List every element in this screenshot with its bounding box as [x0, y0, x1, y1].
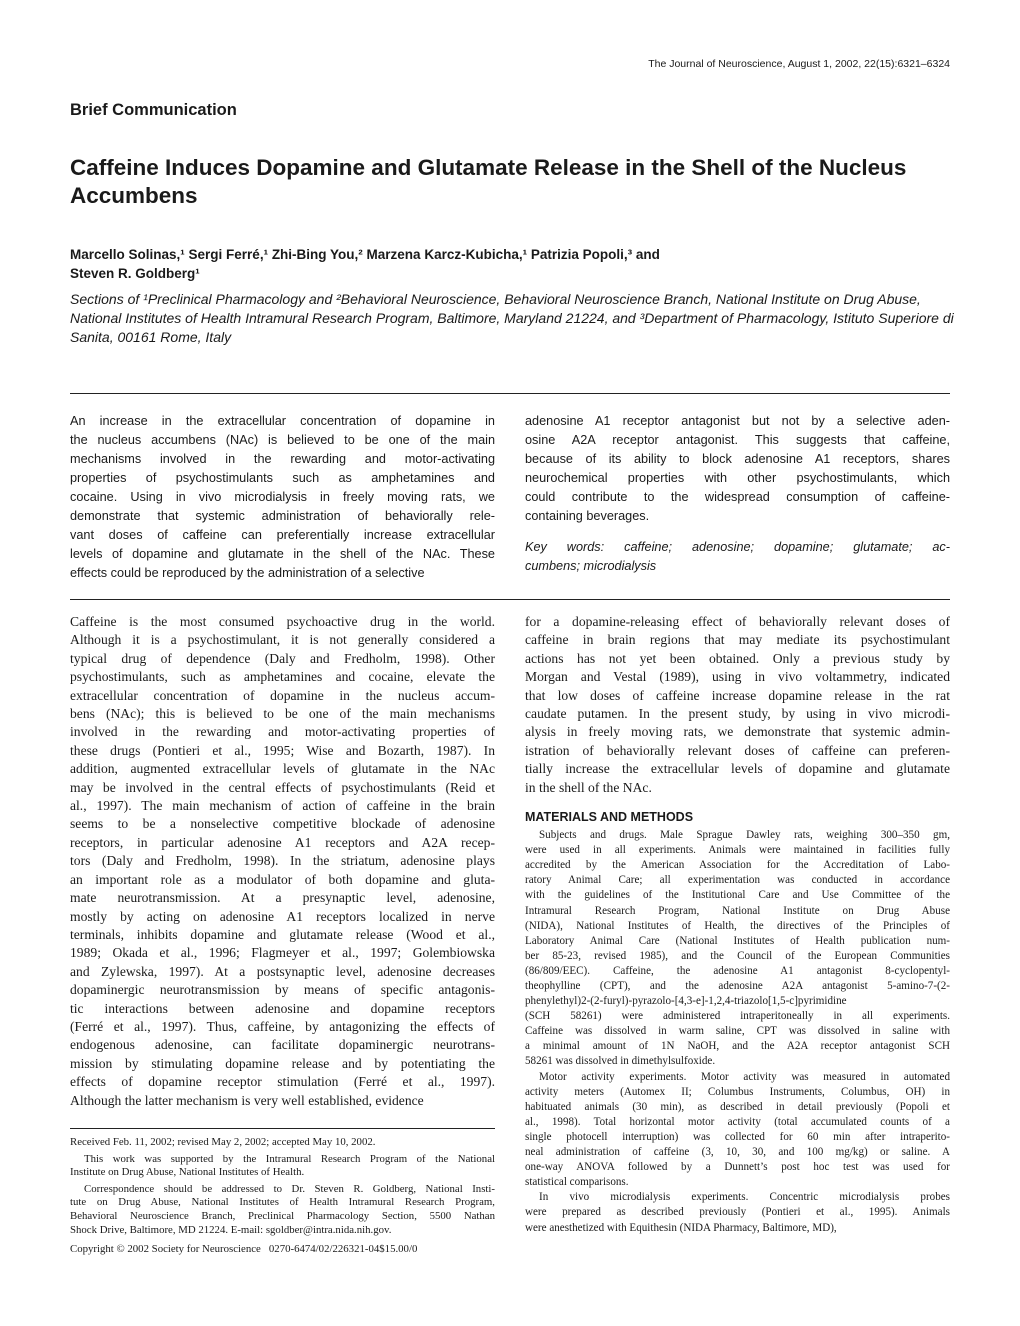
text-line: that low doses of caffeine increase dopamine release in the rat — [525, 687, 950, 703]
text-line: 58261 was dissolved in dimethylsulfoxide. — [525, 1055, 716, 1068]
text-line: caffeine in brain regions that may mediate its psychostimulant — [525, 632, 950, 648]
correspondence-note — [70, 1183, 495, 1237]
text-line: Behavioral Neuroscience Branch, Preclinical Pharmacology Section, 5500 Nathan — [70, 1209, 495, 1222]
text-line: these drugs (Pontieri et al., 1995; Wise and Bozarth, 1987). In — [70, 742, 495, 758]
text-line: ber 85-23, revised 1985), and the Council of the European Communities — [525, 949, 950, 962]
text-line: Morgan and Vestal (1989), using in vivo voltammetry, indicated — [525, 669, 950, 685]
text-line: activity meters (Automex II; Columbus Instruments, Columbus, OH) in — [525, 1085, 950, 1098]
text-line: receptors, in particular adenosine A1 receptors and A2A recep- — [70, 834, 495, 850]
text-line: Although it is a psychostimulant, it is not generally considered a — [70, 632, 495, 648]
text-line: 1989; Okada et al., 1996; Flagmeyer et al., 1997; Golembiowska — [70, 945, 495, 961]
text-line: single photocell interruption) was collected for 60 min after intraperito- — [525, 1130, 950, 1143]
text-line: (SCH 58261) were administered intraperitoneally in all experiments. — [525, 1010, 950, 1023]
text-line: This work was supported by the Intramural Research Program of the National — [84, 1152, 495, 1165]
author-list — [70, 245, 955, 283]
methods-text — [525, 828, 950, 1236]
text-line: endogenous adenosine, can facilitate dopaminergic neurotrans- — [70, 1037, 495, 1053]
text-line: bens (NAc); this is believed to be one of the main mechanisms — [70, 706, 495, 722]
text-line: Caffeine was dissolved in warm saline, CPT was dissolved in saline with — [525, 1025, 950, 1038]
received-dates: Received Feb. 11, 2002; revised May 2, 2002; accepted May 10, 2002. — [70, 1136, 376, 1148]
text-line: al., 1997). The main mechanism of action of caffeine in the brain — [70, 798, 495, 814]
copyright-line: Copyright © 2002 Society for Neuroscience 0270-6474/02/226321-04$15.00/0 — [70, 1243, 418, 1256]
text-line: were prepared as described previously (Pontieri et al., 1995). Animals — [525, 1206, 950, 1219]
text-line: actions has not yet been obtained. Only a previous study by — [525, 650, 950, 666]
text-line: Correspondence should be addressed to Dr. Steven R. Goldberg, National Insti- — [84, 1182, 495, 1195]
text-line: caudate putamen. In the present study, by using in vivo microdi- — [525, 706, 950, 722]
text-line: neurochemical properties with other psychostimulants, which — [525, 471, 950, 485]
text-line: were used in all experiments. Animals were maintained in facilities fully — [525, 844, 950, 857]
text-line: Institute on Drug Abuse, National Institutes of Health. — [70, 1166, 305, 1179]
text-line: Key words: caffeine; adenosine; dopamine; glutamate; ac- — [525, 540, 950, 554]
running-head: The Journal of Neuroscience, August 1, 2002, 22(15):6321–6324 — [648, 58, 950, 70]
text-line: demonstrate that systemic administration of behaviorally rele- — [70, 509, 495, 523]
text-line: istration of behaviorally relevant doses of caffeine can preferen- — [525, 742, 950, 758]
text-line: seems to be a nonselective competitive blockade of adenosine — [70, 816, 495, 832]
text-line: extracellular concentration of dopamine in the nucleus accum- — [70, 687, 495, 703]
text-line: mission by stimulating dopamine release and by potentiating the — [70, 1055, 495, 1071]
keywords — [525, 538, 950, 576]
text-line: effects could be reproduced by the administration of a selective — [70, 566, 425, 580]
text-line: containing beverages. — [525, 509, 650, 523]
abstract-right-text — [525, 412, 950, 526]
text-line: mechanisms involved in the rewarding and motor-activating — [70, 452, 495, 466]
introduction-continued — [525, 613, 950, 797]
text-line: In vivo microdialysis experiments. Concentric microdialysis probes — [539, 1191, 950, 1204]
footnote-rule — [70, 1128, 495, 1129]
affiliations: Sections of ¹Preclinical Pharmacology and ²Behavioral Neuroscience, Behavioral Neuroscience Branch, National Institute on Drug Abuse, National Institutes of Health Intramural Research Program, Baltimore, Maryland 21224, and ³Department of Pharmacology, Istituto Superiore di Sanita, 00161 Rome, Italy — [70, 291, 954, 345]
abstract-top-rule — [70, 393, 950, 394]
text-line: alysis in freely moving rats, we demonstrate that systemic admin- — [525, 724, 950, 740]
text-line: tic interactions between adenosine and dopamine receptors — [70, 1000, 495, 1016]
abstract-left-column — [70, 412, 495, 583]
text-line: could contribute to the widespread consumption of caffeine- — [525, 490, 950, 504]
text-line: properties of psychostimulants such as amphetamines and — [70, 471, 495, 485]
text-line: one-way ANOVA followed by a Dunnett’s post hoc test was used for — [525, 1161, 950, 1174]
text-line: cocaine. Using in vivo microdialysis in freely moving rats, we — [70, 490, 495, 504]
body-right-column — [525, 613, 950, 1236]
text-line: accredited by the American Association for the Accreditation of Labo- — [525, 859, 950, 872]
text-line: phenylethyl)2-(2-furyl)-pyrazolo-[4,3-e]-1,2,4-triazolo[1,5-c]pyrimidine — [525, 995, 847, 1008]
text-line: an important role as a modulator of both dopamine and gluta- — [70, 871, 495, 887]
abstract-right-column — [525, 412, 950, 576]
text-line: tors (Daly and Fredholm, 1998). In the striatum, adenosine plays — [70, 853, 495, 869]
text-line: Shock Drive, Baltimore, MD 21224. E-mail: sgoldber@intra.nida.nih.gov. — [70, 1223, 392, 1236]
author-line: Steven R. Goldberg¹ — [70, 266, 200, 281]
body-left-column — [70, 613, 495, 1110]
text-line: tute on Drug Abuse, National Institutes of Health Intramural Research Program, — [70, 1196, 495, 1209]
text-line: tially increase the extracellular levels of dopamine and glutamate — [525, 761, 950, 777]
text-line: Intramural Research Program, National Institute on Drug Abuse — [525, 904, 950, 917]
text-line: with the guidelines of the Institutional Care and Use Committee of the — [525, 889, 950, 902]
text-line: mostly by acting on adenosine A1 receptors localized in nerve — [70, 908, 495, 924]
text-line: typical drug of dependence (Daly and Fredholm, 1998). Other — [70, 650, 495, 666]
text-line: neal administration of caffeine (3, 10, 30, and 100 mg/kg) or saline. A — [525, 1146, 950, 1159]
text-line: cumbens; microdialysis — [525, 559, 657, 573]
text-line: osine A2A receptor antagonist. This suggests that caffeine, — [525, 433, 950, 447]
text-line: a minimal amount of 1N NaOH, and the A2A receptor antagonist SCH — [525, 1040, 950, 1053]
text-line: in the shell of the NAc. — [525, 779, 652, 795]
text-line: and Zylewska, 1997). At a postsynaptic level, adenosine decreases — [70, 963, 495, 979]
introduction-text — [70, 613, 495, 1110]
methods-heading: MATERIALS AND METHODS — [525, 810, 694, 825]
abstract-left-text — [70, 412, 495, 583]
text-line: mate neurotransmission. At a presynaptic level, adenosine, — [70, 890, 495, 906]
text-line: Subjects and drugs. Male Sprague Dawley rats, weighing 300–350 gm, — [539, 829, 950, 842]
text-line: for a dopamine-releasing effect of behaviorally relevant doses of — [525, 614, 950, 629]
text-line: levels of dopamine and glutamate in the shell of the NAc. These — [70, 547, 495, 561]
text-line: (NIDA), National Institutes of Health, the directives of the Principles of — [525, 919, 950, 932]
abstract-bottom-rule — [70, 599, 950, 600]
text-line: Caffeine is the most consumed psychoactive drug in the world. — [70, 614, 495, 629]
text-line: theophylline (CPT), and the adenosine A2A antagonist 5-amino-7-(2- — [525, 980, 950, 992]
text-line: statistical comparisons. — [525, 1176, 629, 1189]
text-line: psychostimulants, such as amphetamines and cocaine, elevate the — [70, 669, 495, 685]
text-line: al., 1998). Total horizontal motor activity (total accumulated counts of a — [525, 1115, 950, 1128]
text-line: (Ferré et al., 1997). Thus, caffeine, by antagonizing the effects of — [70, 1018, 495, 1034]
text-line: were anesthetized with Equithesin (NIDA Pharmacy, Baltimore, MD), — [525, 1221, 837, 1234]
text-line: because of its ability to block adenosine A1 receptors, shares — [525, 452, 950, 466]
text-line: dopaminergic neurotransmission by means of specific antagonis- — [70, 982, 495, 998]
text-line: Laboratory Animal Care (National Institutes of Health publication num- — [525, 934, 950, 947]
text-line: the nucleus accumbens (NAc) is believed to be one of the main — [70, 433, 495, 447]
section-type-label: Brief Communication — [70, 101, 237, 119]
text-line: terminals, inhibits dopamine and glutamate release (Wood et al., — [70, 926, 495, 942]
text-line: An increase in the extracellular concentration of dopamine in — [70, 414, 495, 428]
text-line: adenosine A1 receptor antagonist but not by a selective aden- — [525, 414, 950, 428]
text-line: may be involved in the central effects of psychostimulants (Reid et — [70, 779, 495, 795]
footnotes — [70, 1136, 495, 1257]
text-line: ratory Animal Care; all experimentation was conducted in accordance — [525, 874, 950, 887]
text-line: Although the latter mechanism is very well established, evidence — [70, 1092, 424, 1108]
text-line: involved in the rewarding and motor-activating properties of — [70, 724, 495, 740]
text-line: vant doses of caffeine can preferentially increase extracellular — [70, 528, 495, 542]
text-line: Motor activity experiments. Motor activity was measured in automated — [539, 1070, 950, 1083]
support-note — [70, 1153, 495, 1180]
text-line: effects of dopamine receptor stimulation (Ferré et al., 1997). — [70, 1074, 495, 1090]
author-line: Marcello Solinas,¹ Sergi Ferré,¹ Zhi-Bing You,² Marzena Karcz-Kubicha,¹ Patrizia Popoli,³ and — [70, 247, 660, 262]
text-line: (86/809/EEC). Caffeine, the adenosine A1 antagonist 8-cyclopentyl- — [525, 964, 950, 977]
text-line: addition, augmented extracellular levels of glutamate in the NAc — [70, 761, 495, 777]
article-title: Caffeine Induces Dopamine and Glutamate Release in the Shell of the Nucleus Accumbens — [70, 155, 907, 208]
text-line: habituated animals (30 min), as described in detail previously (Popoli et — [525, 1100, 950, 1113]
